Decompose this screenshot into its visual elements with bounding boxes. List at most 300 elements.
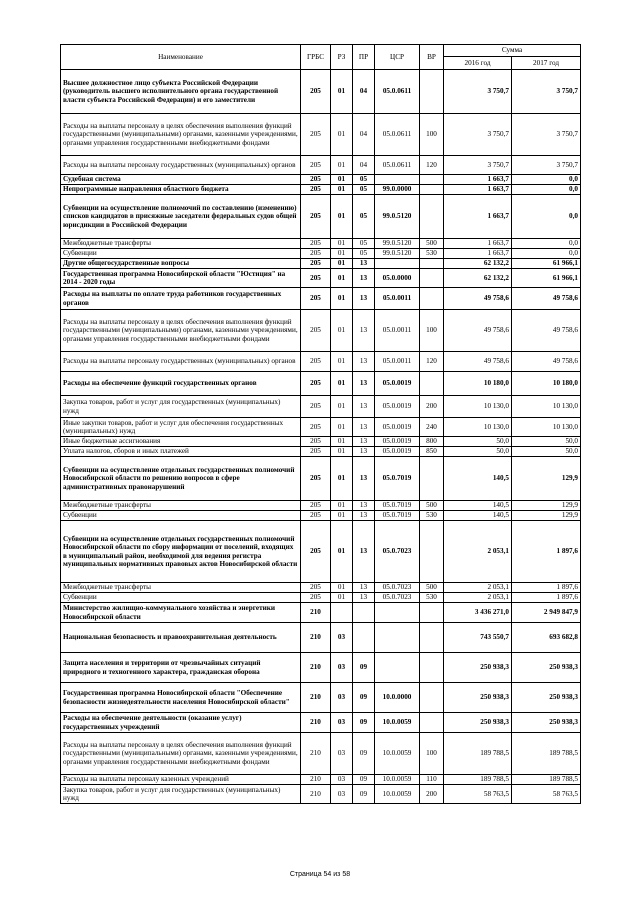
cell-pr: 05 <box>353 175 375 185</box>
cell-sum-2017: 250 938,3 <box>512 713 581 733</box>
col-header-sum: Сумма <box>444 45 581 57</box>
cell-rz: 01 <box>331 396 353 418</box>
cell-csr: 99.0.5120 <box>375 195 420 239</box>
cell-csr: 05.0.0011 <box>375 288 420 310</box>
cell-vr <box>420 713 444 733</box>
cell-sum-2016: 1 663,7 <box>444 175 512 185</box>
table-row <box>61 114 581 156</box>
cell-csr: 05.0.0611 <box>375 70 420 114</box>
cell-vr: 200 <box>420 396 444 418</box>
cell-name: Межбюджетные трансферты <box>61 239 301 249</box>
cell-name: Иные закупки товаров, работ и услуг для обеспечения государственных (муниципальных) нужд <box>61 418 301 437</box>
table-row <box>61 195 581 239</box>
cell-sum-2017: 3 750,7 <box>512 156 581 175</box>
cell-grbs: 205 <box>301 447 331 457</box>
cell-vr: 500 <box>420 239 444 249</box>
cell-rz: 01 <box>331 185 353 195</box>
cell-grbs: 205 <box>301 195 331 239</box>
cell-sum-2017: 0,0 <box>512 249 581 259</box>
cell-sum-2016: 62 132,2 <box>444 259 512 269</box>
cell-sum-2016: 50,0 <box>444 447 512 457</box>
table-row <box>61 396 581 418</box>
cell-sum-2016: 10 130,0 <box>444 418 512 437</box>
table-row <box>61 249 581 259</box>
cell-sum-2017: 0,0 <box>512 175 581 185</box>
cell-pr: 13 <box>353 511 375 521</box>
cell-grbs: 205 <box>301 418 331 437</box>
cell-csr: 10.0.0059 <box>375 713 420 733</box>
cell-sum-2016: 250 938,3 <box>444 653 512 683</box>
cell-csr: 05.0.0000 <box>375 269 420 288</box>
cell-name: Субвенции <box>61 249 301 259</box>
cell-rz: 01 <box>331 372 353 396</box>
cell-pr: 04 <box>353 156 375 175</box>
cell-name: Защита населения и территории от чрезвычайных ситуаций природного и техногенного характера, гражданская оборона <box>61 653 301 683</box>
cell-vr <box>420 185 444 195</box>
cell-grbs: 205 <box>301 501 331 511</box>
cell-sum-2017: 693 682,8 <box>512 623 581 653</box>
table-row <box>61 511 581 521</box>
cell-csr: 10.0.0059 <box>375 775 420 785</box>
cell-sum-2016: 3 750,7 <box>444 70 512 114</box>
cell-grbs: 205 <box>301 239 331 249</box>
cell-grbs: 205 <box>301 259 331 269</box>
cell-csr <box>375 175 420 185</box>
table-row <box>61 310 581 352</box>
cell-pr <box>353 603 375 623</box>
cell-sum-2016: 49 758,6 <box>444 310 512 352</box>
cell-sum-2017: 129,9 <box>512 457 581 501</box>
cell-pr: 13 <box>353 269 375 288</box>
cell-sum-2017: 49 758,6 <box>512 352 581 372</box>
cell-pr: 13 <box>353 501 375 511</box>
cell-name: Судебная система <box>61 175 301 185</box>
table-row <box>61 521 581 583</box>
cell-sum-2017: 129,9 <box>512 511 581 521</box>
cell-vr: 240 <box>420 418 444 437</box>
table-row <box>61 713 581 733</box>
cell-rz: 01 <box>331 457 353 501</box>
cell-grbs: 205 <box>301 511 331 521</box>
cell-sum-2017: 58 763,5 <box>512 785 581 804</box>
table-row <box>61 785 581 804</box>
cell-sum-2017: 10 130,0 <box>512 418 581 437</box>
table-row <box>61 501 581 511</box>
cell-csr <box>375 259 420 269</box>
cell-name: Другие общегосударственные вопросы <box>61 259 301 269</box>
cell-grbs: 205 <box>301 521 331 583</box>
cell-sum-2016: 2 053,1 <box>444 521 512 583</box>
cell-grbs: 205 <box>301 310 331 352</box>
table-row <box>61 185 581 195</box>
cell-sum-2016: 2 053,1 <box>444 583 512 593</box>
cell-csr <box>375 653 420 683</box>
cell-name: Расходы на выплаты персоналу государственных (муниципальных) органов <box>61 156 301 175</box>
cell-sum-2016: 49 758,6 <box>444 288 512 310</box>
cell-sum-2016: 50,0 <box>444 437 512 447</box>
cell-rz: 03 <box>331 713 353 733</box>
cell-csr: 05.0.0611 <box>375 156 420 175</box>
cell-rz: 01 <box>331 593 353 603</box>
cell-sum-2017: 250 938,3 <box>512 653 581 683</box>
table-row <box>61 437 581 447</box>
table-row <box>61 70 581 114</box>
cell-grbs: 205 <box>301 185 331 195</box>
budget-page <box>60 44 580 804</box>
cell-grbs: 205 <box>301 70 331 114</box>
cell-vr <box>420 175 444 185</box>
cell-sum-2017: 0,0 <box>512 195 581 239</box>
cell-csr: 99.0.0000 <box>375 185 420 195</box>
cell-grbs: 205 <box>301 396 331 418</box>
table-row <box>61 603 581 623</box>
cell-pr: 13 <box>353 457 375 501</box>
cell-rz: 01 <box>331 249 353 259</box>
cell-rz: 01 <box>331 288 353 310</box>
table-body <box>61 70 581 804</box>
cell-rz: 03 <box>331 785 353 804</box>
table-row <box>61 623 581 653</box>
cell-pr: 13 <box>353 372 375 396</box>
cell-sum-2017: 189 788,5 <box>512 775 581 785</box>
col-header-rz: РЗ <box>331 45 353 70</box>
cell-csr: 99.0.5120 <box>375 249 420 259</box>
cell-pr: 05 <box>353 195 375 239</box>
col-header-name: Наименование <box>61 45 301 70</box>
table-row <box>61 457 581 501</box>
cell-csr: 05.0.0611 <box>375 114 420 156</box>
cell-vr <box>420 683 444 713</box>
cell-sum-2017: 189 788,5 <box>512 733 581 775</box>
cell-name: Расходы на выплаты персоналу в целях обеспечения выполнения функций государственными (муниципальными) органами, казенными учреждениями, органами управления государственными внебюджетными фондами <box>61 310 301 352</box>
cell-pr: 13 <box>353 396 375 418</box>
cell-csr: 99.0.5120 <box>375 239 420 249</box>
cell-pr <box>353 623 375 653</box>
table-row <box>61 175 581 185</box>
cell-csr: 10.0.0059 <box>375 733 420 775</box>
table-row <box>61 239 581 249</box>
cell-name: Расходы на выплаты персоналу в целях обеспечения выполнения функций государственными (муниципальными) органами, казенными учреждениями, органами управления государственными внебюджетными фондами <box>61 114 301 156</box>
cell-name: Расходы на выплаты по оплате труда работников государственных органов <box>61 288 301 310</box>
cell-vr <box>420 457 444 501</box>
cell-grbs: 210 <box>301 623 331 653</box>
cell-grbs: 205 <box>301 156 331 175</box>
cell-grbs: 210 <box>301 733 331 775</box>
cell-csr: 10.0.0000 <box>375 683 420 713</box>
cell-pr: 13 <box>353 352 375 372</box>
cell-vr: 200 <box>420 785 444 804</box>
cell-pr: 09 <box>353 775 375 785</box>
cell-pr: 13 <box>353 288 375 310</box>
cell-vr: 120 <box>420 156 444 175</box>
cell-sum-2016: 140,5 <box>444 501 512 511</box>
cell-csr: 05.0.0019 <box>375 447 420 457</box>
table-row <box>61 288 581 310</box>
cell-grbs: 210 <box>301 653 331 683</box>
cell-vr: 100 <box>420 114 444 156</box>
cell-sum-2016: 2 053,1 <box>444 593 512 603</box>
cell-sum-2017: 3 750,7 <box>512 70 581 114</box>
cell-vr <box>420 653 444 683</box>
col-header-2017: 2017 год <box>512 57 581 70</box>
table-row <box>61 653 581 683</box>
cell-sum-2017: 129,9 <box>512 501 581 511</box>
cell-grbs: 210 <box>301 683 331 713</box>
cell-sum-2016: 189 788,5 <box>444 733 512 775</box>
cell-csr: 05.0.0011 <box>375 310 420 352</box>
cell-name: Субвенции на осуществление отдельных государственных полномочий Новосибирской области по решению вопросов в сфере административных правонарушений <box>61 457 301 501</box>
cell-sum-2017: 49 758,6 <box>512 310 581 352</box>
cell-vr: 800 <box>420 437 444 447</box>
cell-grbs: 205 <box>301 249 331 259</box>
cell-sum-2016: 62 132,2 <box>444 269 512 288</box>
cell-sum-2017: 61 966,1 <box>512 259 581 269</box>
cell-vr: 530 <box>420 593 444 603</box>
cell-vr: 100 <box>420 310 444 352</box>
cell-rz: 01 <box>331 310 353 352</box>
cell-sum-2017: 2 949 847,9 <box>512 603 581 623</box>
cell-pr: 13 <box>353 583 375 593</box>
cell-rz: 01 <box>331 418 353 437</box>
cell-csr: 05.0.0019 <box>375 437 420 447</box>
cell-rz <box>331 603 353 623</box>
cell-grbs: 210 <box>301 785 331 804</box>
cell-sum-2017: 61 966,1 <box>512 269 581 288</box>
cell-pr: 13 <box>353 259 375 269</box>
table-row <box>61 418 581 437</box>
table-row <box>61 156 581 175</box>
cell-vr: 120 <box>420 352 444 372</box>
table-row <box>61 683 581 713</box>
cell-sum-2017: 0,0 <box>512 185 581 195</box>
cell-sum-2016: 250 938,3 <box>444 683 512 713</box>
cell-vr: 530 <box>420 511 444 521</box>
table-row <box>61 775 581 785</box>
cell-sum-2016: 3 436 271,0 <box>444 603 512 623</box>
cell-vr <box>420 372 444 396</box>
cell-rz: 01 <box>331 156 353 175</box>
cell-grbs: 205 <box>301 593 331 603</box>
cell-vr <box>420 70 444 114</box>
cell-csr: 05.0.7023 <box>375 583 420 593</box>
col-header-vr: ВР <box>420 45 444 70</box>
cell-pr: 05 <box>353 185 375 195</box>
cell-vr: 850 <box>420 447 444 457</box>
cell-pr: 09 <box>353 733 375 775</box>
cell-pr: 13 <box>353 437 375 447</box>
cell-name: Субвенции на осуществление полномочий по составлению (изменению) списков кандидатов в присяжные заседатели федеральных судов общей юрисдикции в Российской Федерации <box>61 195 301 239</box>
cell-vr <box>420 623 444 653</box>
cell-sum-2017: 1 897,6 <box>512 583 581 593</box>
cell-name: Уплата налогов, сборов и иных платежей <box>61 447 301 457</box>
cell-vr: 100 <box>420 733 444 775</box>
cell-csr: 05.0.7019 <box>375 511 420 521</box>
cell-name: Межбюджетные трансферты <box>61 583 301 593</box>
cell-sum-2016: 10 180,0 <box>444 372 512 396</box>
cell-csr <box>375 623 420 653</box>
cell-rz: 01 <box>331 437 353 447</box>
cell-grbs: 205 <box>301 583 331 593</box>
cell-sum-2016: 3 750,7 <box>444 156 512 175</box>
cell-vr: 500 <box>420 501 444 511</box>
cell-sum-2017: 1 897,6 <box>512 521 581 583</box>
cell-name: Субвенции <box>61 593 301 603</box>
cell-csr: 05.0.7019 <box>375 501 420 511</box>
cell-sum-2016: 1 663,7 <box>444 185 512 195</box>
cell-rz: 03 <box>331 653 353 683</box>
cell-sum-2016: 58 763,5 <box>444 785 512 804</box>
cell-pr: 09 <box>353 785 375 804</box>
cell-name: Расходы на обеспечение деятельности (оказание услуг) государственных учреждений <box>61 713 301 733</box>
cell-name: Высшее должностное лицо субъекта Российской Федерации (руководитель высшего исполнительного органа государственной власти субъекта Российской Федерации) и его заместители <box>61 70 301 114</box>
cell-grbs: 205 <box>301 269 331 288</box>
cell-csr: 05.0.0019 <box>375 396 420 418</box>
cell-rz: 01 <box>331 511 353 521</box>
cell-name: Субвенции <box>61 511 301 521</box>
cell-csr <box>375 603 420 623</box>
cell-vr <box>420 288 444 310</box>
cell-name: Расходы на выплаты персоналу в целях обеспечения выполнения функций государственными (муниципальными) органами, казенными учреждениями, органами управления государственными внебюджетными фондами <box>61 733 301 775</box>
cell-vr <box>420 521 444 583</box>
cell-sum-2017: 49 758,6 <box>512 288 581 310</box>
cell-pr: 13 <box>353 593 375 603</box>
cell-sum-2017: 0,0 <box>512 239 581 249</box>
table-row <box>61 352 581 372</box>
cell-csr: 05.0.0019 <box>375 418 420 437</box>
budget-table <box>60 44 581 804</box>
cell-vr: 110 <box>420 775 444 785</box>
cell-grbs: 205 <box>301 352 331 372</box>
cell-rz: 01 <box>331 583 353 593</box>
cell-rz: 01 <box>331 447 353 457</box>
cell-pr: 05 <box>353 239 375 249</box>
cell-grbs: 205 <box>301 372 331 396</box>
cell-pr: 04 <box>353 114 375 156</box>
cell-sum-2017: 10 130,0 <box>512 396 581 418</box>
col-header-2016: 2016 год <box>444 57 512 70</box>
cell-rz: 01 <box>331 175 353 185</box>
cell-name: Расходы на выплаты персоналу казенных учреждений <box>61 775 301 785</box>
cell-pr: 04 <box>353 70 375 114</box>
cell-name: Иные бюджетные ассигнования <box>61 437 301 447</box>
cell-csr: 05.0.7023 <box>375 521 420 583</box>
cell-grbs: 205 <box>301 175 331 185</box>
cell-rz: 03 <box>331 683 353 713</box>
col-header-csr: ЦСР <box>375 45 420 70</box>
cell-grbs: 205 <box>301 288 331 310</box>
cell-rz: 01 <box>331 521 353 583</box>
cell-rz: 03 <box>331 623 353 653</box>
cell-sum-2016: 1 663,7 <box>444 195 512 239</box>
cell-name: Расходы на обеспечение функций государственных органов <box>61 372 301 396</box>
cell-csr: 05.0.0019 <box>375 372 420 396</box>
cell-pr: 13 <box>353 310 375 352</box>
cell-name: Министерство жилищно-коммунального хозяйства и энергетики Новосибирской области <box>61 603 301 623</box>
cell-rz: 03 <box>331 775 353 785</box>
cell-sum-2016: 1 663,7 <box>444 249 512 259</box>
cell-sum-2016: 140,5 <box>444 511 512 521</box>
cell-name: Межбюджетные трансферты <box>61 501 301 511</box>
cell-rz: 03 <box>331 733 353 775</box>
cell-csr: 05.0.0011 <box>375 352 420 372</box>
cell-grbs: 210 <box>301 713 331 733</box>
cell-csr: 10.0.0059 <box>375 785 420 804</box>
cell-vr <box>420 195 444 239</box>
cell-grbs: 210 <box>301 775 331 785</box>
cell-sum-2017: 50,0 <box>512 447 581 457</box>
col-header-pr: ПР <box>353 45 375 70</box>
cell-rz: 01 <box>331 70 353 114</box>
cell-sum-2016: 743 550,7 <box>444 623 512 653</box>
cell-vr: 530 <box>420 249 444 259</box>
cell-pr: 09 <box>353 683 375 713</box>
table-row <box>61 372 581 396</box>
cell-rz: 01 <box>331 195 353 239</box>
cell-rz: 01 <box>331 239 353 249</box>
cell-sum-2016: 10 130,0 <box>444 396 512 418</box>
cell-sum-2016: 1 663,7 <box>444 239 512 249</box>
table-row <box>61 269 581 288</box>
cell-grbs: 205 <box>301 114 331 156</box>
cell-sum-2017: 250 938,3 <box>512 683 581 713</box>
cell-sum-2017: 10 180,0 <box>512 372 581 396</box>
cell-name: Субвенции на осуществление отдельных государственных полномочий Новосибирской области по сбору информации от поселений, входящих в муниципальный район, необходимой для ведения регистра муниципальных нормативных правовых актов Новосибирской области <box>61 521 301 583</box>
cell-grbs: 210 <box>301 603 331 623</box>
cell-vr <box>420 269 444 288</box>
cell-name: Закупка товаров, работ и услуг для государственных (муниципальных) нужд <box>61 396 301 418</box>
table-row <box>61 447 581 457</box>
cell-pr: 13 <box>353 447 375 457</box>
cell-name: Непрограммные направления областного бюджета <box>61 185 301 195</box>
table-row <box>61 259 581 269</box>
cell-sum-2017: 1 897,6 <box>512 593 581 603</box>
cell-rz: 01 <box>331 269 353 288</box>
cell-sum-2016: 49 758,6 <box>444 352 512 372</box>
cell-sum-2016: 250 938,3 <box>444 713 512 733</box>
cell-sum-2017: 3 750,7 <box>512 114 581 156</box>
cell-grbs: 205 <box>301 437 331 447</box>
cell-vr <box>420 259 444 269</box>
cell-vr <box>420 603 444 623</box>
cell-sum-2017: 50,0 <box>512 437 581 447</box>
cell-sum-2016: 3 750,7 <box>444 114 512 156</box>
cell-rz: 01 <box>331 501 353 511</box>
table-row <box>61 583 581 593</box>
cell-grbs: 205 <box>301 457 331 501</box>
cell-rz: 01 <box>331 114 353 156</box>
cell-name: Закупка товаров, работ и услуг для государственных (муниципальных) нужд <box>61 785 301 804</box>
cell-name: Национальная безопасность и правоохранительная деятельность <box>61 623 301 653</box>
col-header-grbs: ГРБС <box>301 45 331 70</box>
cell-name: Государственная программа Новосибирской области "Юстиция" на 2014 - 2020 годы <box>61 269 301 288</box>
cell-pr: 05 <box>353 249 375 259</box>
cell-vr: 500 <box>420 583 444 593</box>
cell-pr: 09 <box>353 713 375 733</box>
cell-name: Государственная программа Новосибирской области "Обеспечение безопасности жизнедеятельности населения Новосибирской области" <box>61 683 301 713</box>
cell-name: Расходы на выплаты персоналу государственных (муниципальных) органов <box>61 352 301 372</box>
cell-csr: 05.0.7023 <box>375 593 420 603</box>
cell-rz: 01 <box>331 352 353 372</box>
cell-pr: 13 <box>353 418 375 437</box>
cell-sum-2016: 140,5 <box>444 457 512 501</box>
cell-pr: 09 <box>353 653 375 683</box>
cell-rz: 01 <box>331 259 353 269</box>
page-footer: Страница 54 из 58 <box>289 871 351 878</box>
table-row <box>61 733 581 775</box>
table-row <box>61 593 581 603</box>
cell-sum-2016: 189 788,5 <box>444 775 512 785</box>
cell-pr: 13 <box>353 521 375 583</box>
